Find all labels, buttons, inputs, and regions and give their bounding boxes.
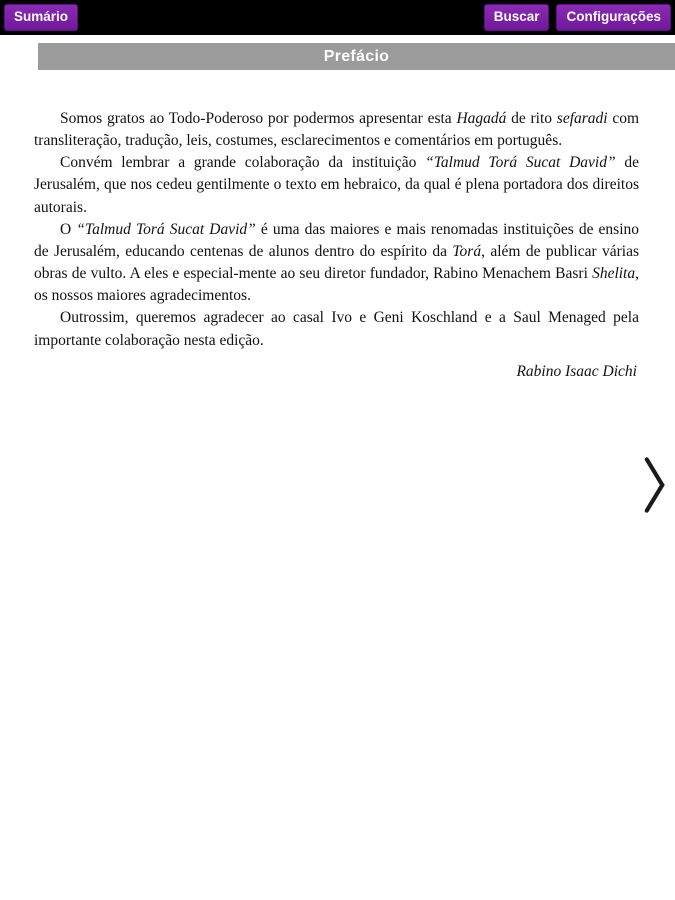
search-button[interactable]: Buscar [484, 4, 550, 31]
paragraph: O “Talmud Torá Sucat David” é uma das maiores e mais renomadas instituições de ensino de Jerusalém, educando centenas de alunos dentro do espírito da Torá, além de publicar várias obras de vulto. A eles e especial-mente ao seu diretor fundador, Rabino Menachem Basri Shelita, os nossos maiores agradecimentos. [34, 220, 640, 305]
paragraph: Outrossim, queremos agradecer ao casal Ivo e Geni Koschland e a Saul Menaged pela importante colaboração nesta edição. [34, 309, 639, 349]
top-bar [0, 0, 675, 35]
settings-button[interactable]: Configurações [556, 4, 671, 31]
preface-text [0, 70, 675, 383]
summary-button[interactable]: Sumário [4, 4, 78, 31]
signature: Rabino Isaac Dichi [516, 362, 637, 380]
chevron-right-icon [644, 456, 666, 514]
page-header [38, 43, 675, 70]
paragraph: Somos gratos ao Todo-Poderoso por podermos apresentar esta Hagadá de rito sefaradi com transliteração, tradução, leis, costumes, esclarecimentos e comentários em português. [34, 110, 640, 150]
page-title: Prefácio [323, 47, 390, 65]
paragraph: Convém lembrar a grande colaboração da instituição “Talmud Torá Sucat David” de Jerusalém, que nos cedeu gentilmente o texto em hebraico, da qual é plena portadora dos direitos autorais. [34, 154, 639, 216]
paragraphs [34, 108, 639, 352]
next-page-button[interactable] [640, 453, 670, 517]
